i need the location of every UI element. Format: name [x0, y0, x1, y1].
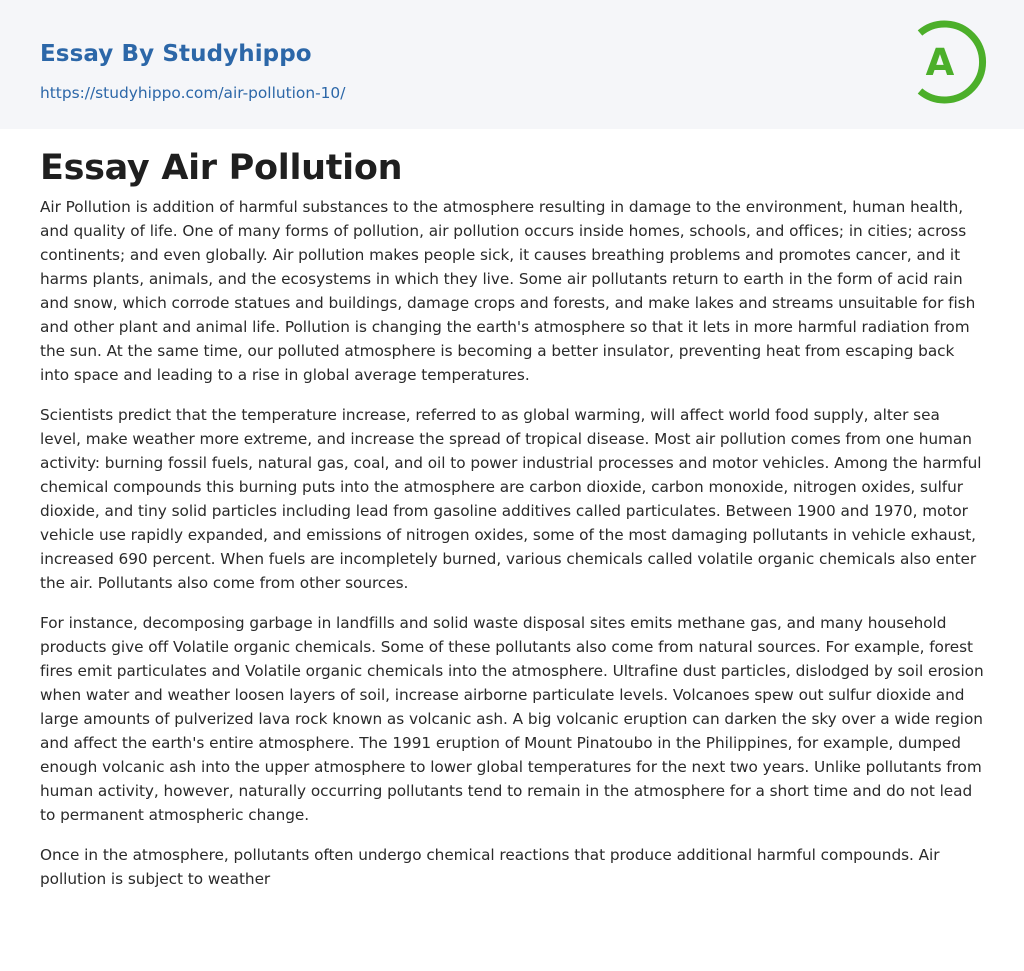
site-brand[interactable]: Essay By Studyhippo [40, 41, 312, 67]
essay-paragraph-3: For instance, decomposing garbage in landfills and solid waste disposal sites emits methane gas, and many household products give off Volatile organic chemicals. Some of these pollutants also come from natural sources. For example, forest fires emit particulates and Volatile organic chemicals into the atmosphere. Ultrafine dust particles, dislodged by soil erosion when water and weather loosen layers of soil, increase airborne particulate levels. Volcanoes spew out sulfur dioxide and large amounts of pulverized lava rock known as volcanic ash. A big volcanic eruption can darken the sky over a wide region and affect the earth's entire atmosphere. The 1991 eruption of Mount Pinatoubo in the Philippines, for example, dumped enough volcanic ash into the upper atmosphere to lower global temperatures for the next two years. Unlike pollutants from human activity, however, naturally occurring pollutants tend to remain in the atmosphere for a short time and do not lead to permanent atmospheric change. [40, 614, 984, 824]
studyhippo-logo-icon[interactable] [908, 17, 988, 107]
site-header [0, 0, 1024, 129]
essay-url-link[interactable]: https://studyhippo.com/air-pollution-10/ [40, 84, 346, 102]
essay-paragraph-1: Air Pollution is addition of harmful substances to the atmosphere resulting in damage to the environment, human health, and quality of life. One of many forms of pollution, air pollution occurs inside homes, schools, and offices; in cities; across continents; and even globally. Air pollution makes people sick, it causes breathing problems and promotes cancer, and it harms plants, animals, and the ecosystems in which they live. Some air pollutants return to earth in the form of acid rain and snow, which corrode statues and buildings, damage crops and forests, and make lakes and streams unsuitable for fish and other plant and animal life. Pollution is changing the earth's atmosphere so that it lets in more harmful radiation from the sun. At the same time, our polluted atmosphere is becoming a better insulator, preventing heat from escaping back into space and leading to a rise in global average temperatures. [40, 198, 976, 384]
essay-content [0, 129, 1024, 891]
essay-title: Essay Air Pollution [40, 148, 403, 188]
logo-letter: A [925, 41, 955, 84]
essay-paragraph-4: Once in the atmosphere, pollutants often undergo chemical reactions that produce additional harmful compounds. Air pollution is subject to weather [40, 846, 940, 888]
essay-paragraph-2: Scientists predict that the temperature increase, referred to as global warming, will affect world food supply, alter sea level, make weather more extreme, and increase the spread of tropical disease. Most air pollution comes from one human activity: burning fossil fuels, natural gas, coal, and oil to power industrial processes and motor vehicles. Among the harmful chemical compounds this burning puts into the atmosphere are carbon dioxide, carbon monoxide, nitrogen oxides, sulfur dioxide, and tiny solid particles including lead from gasoline additives called particulates. Between 1900 and 1970, motor vehicle use rapidly expanded, and emissions of nitrogen oxides, some of the most damaging pollutants in vehicle exhaust, increased 690 percent. When fuels are incompletely burned, various chemicals called volatile organic chemicals also enter the air. Pollutants also come from other sources. [40, 406, 982, 592]
